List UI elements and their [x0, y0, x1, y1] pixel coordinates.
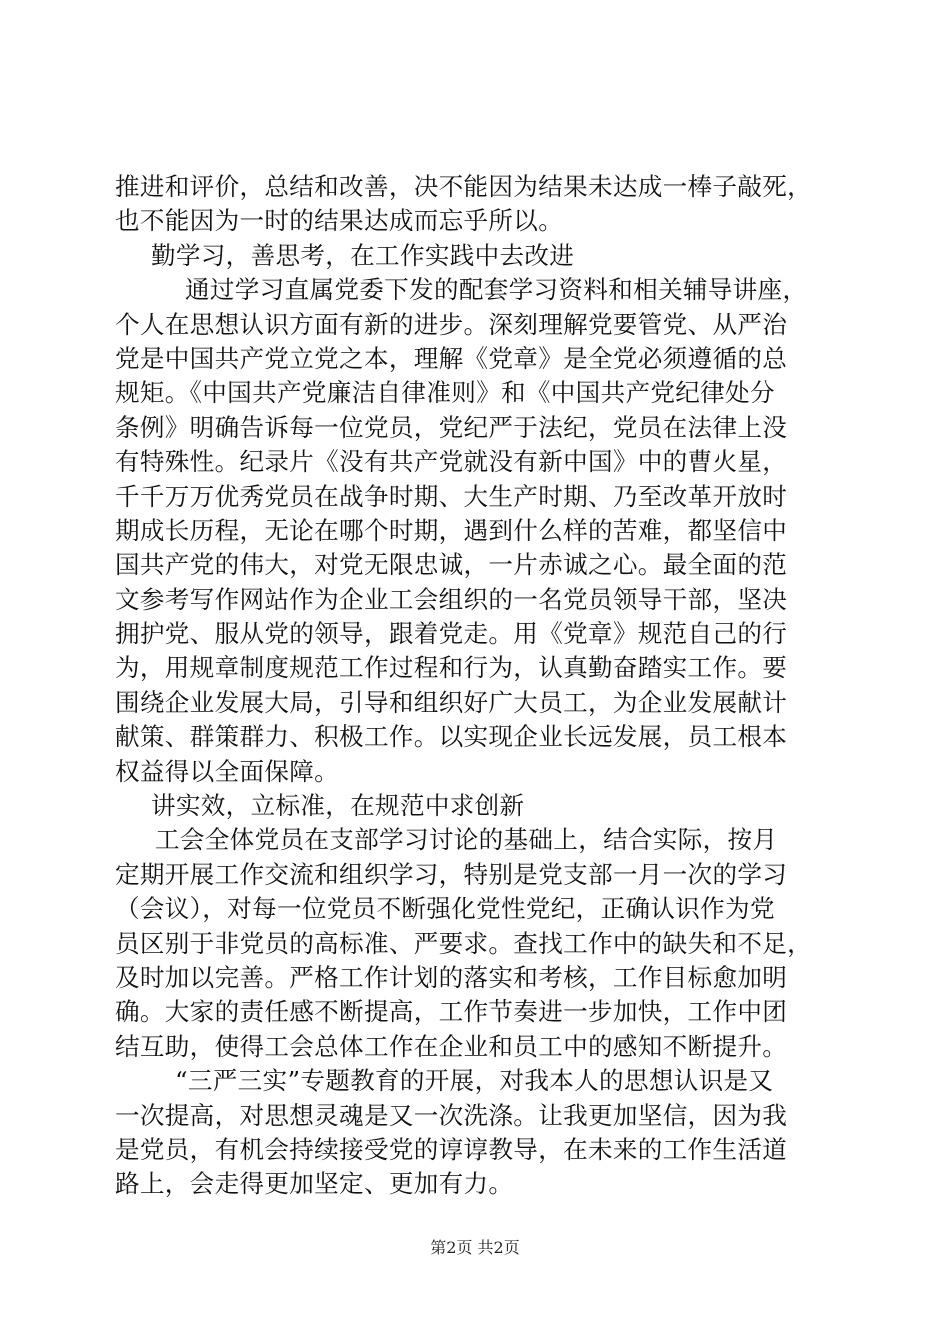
document-body — [115, 170, 835, 1202]
text-line: 员区别于非党员的高标准、严要求。查找工作中的缺失和不足， — [115, 928, 813, 958]
text-line: 国共产党的伟大，对党无限忠诚，一片赤诚之心。最全面的范 — [115, 550, 788, 580]
text-line: 是党员，有机会持续接受党的谆谆教导，在未来的工作生活道 — [115, 1134, 788, 1164]
text-line: 千千万万优秀党员在战争时期、大生产时期、乃至改革开放时 — [115, 481, 788, 511]
text-line: 个人在思想认识方面有新的进步。深刻理解党要管党、从严治 — [115, 309, 788, 339]
section-heading: 勤学习，善思考，在工作实践中去改进 — [151, 240, 575, 270]
text-line: 定期开展工作交流和组织学习，特别是党支部一月一次的学习 — [115, 859, 788, 889]
text-line: 结互助，使得工会总体工作在企业和员工中的感知不断提升。 — [115, 1031, 788, 1061]
text-line: 也不能因为一时的结果达成而忘乎所以。 — [115, 206, 564, 236]
section-heading: 讲实效，立标准，在规范中求创新 — [151, 791, 525, 821]
text-line: （会议），对每一位党员不断强化党性党纪，正确认识作为党 — [115, 894, 775, 924]
page-footer — [0, 1237, 950, 1259]
text-line: 期成长历程，无论在哪个时期，遇到什么样的苦难，都坚信中 — [115, 515, 788, 545]
text-line: 为，用规章制度规范工作过程和行为，认真勤奋踏实工作。要 — [115, 653, 788, 683]
text-line: 路上，会走得更加坚定、更加有力。 — [115, 1169, 514, 1199]
text-line: 条例》明确告诉每一位党员，党纪严于法纪，党员在法律上没 — [115, 412, 788, 442]
text-line: 权益得以全面保障。 — [115, 756, 340, 786]
paragraph-start: 工会全体党员在支部学习讨论的基础上，结合实际，按月 — [155, 825, 778, 855]
text-line: 党是中国共产党立党之本，理解《党章》是全党必须遵循的总 — [115, 343, 788, 373]
text-line: 推进和评价，总结和改善，决不能因为结果未达成一棒子敲死， — [115, 172, 813, 201]
text-line: 及时加以完善。严格工作计划的落实和考核，工作目标愈加明 — [115, 962, 788, 992]
text-line: 拥护党、服从党的领导，跟着党走。用《党章》规范自己的行 — [115, 619, 788, 649]
text-line: 规矩。《中国共产党廉洁自律准则》和《中国共产党纪律处分 — [115, 378, 775, 408]
paragraph-start: “三严三实”专题教育的开展，对我本人的思想认识是又 — [175, 1066, 774, 1096]
text-line: 一次提高，对思想灵魂是又一次洗涤。让我更加坚信，因为我 — [115, 1100, 788, 1130]
paragraph-start: 通过学习直属党委下发的配套学习资料和相关辅导讲座， — [185, 275, 808, 305]
text-line: 文参考写作网站作为企业工会组织的一名党员领导干部，坚决 — [115, 584, 788, 614]
text-line: 确。大家的责任感不断提高，工作节奏进一步加快，工作中团 — [115, 997, 788, 1027]
text-line: 有特殊性。纪录片《没有共产党就没有新中国》中的曹火星， — [115, 447, 788, 477]
page-number-label: 第2页 共2页 — [430, 1238, 520, 1257]
text-line: 围绕企业发展大局，引导和组织好广大员工，为企业发展献计 — [115, 687, 788, 717]
text-line: 献策、群策群力、积极工作。以实现企业长远发展，员工根本 — [115, 722, 788, 752]
